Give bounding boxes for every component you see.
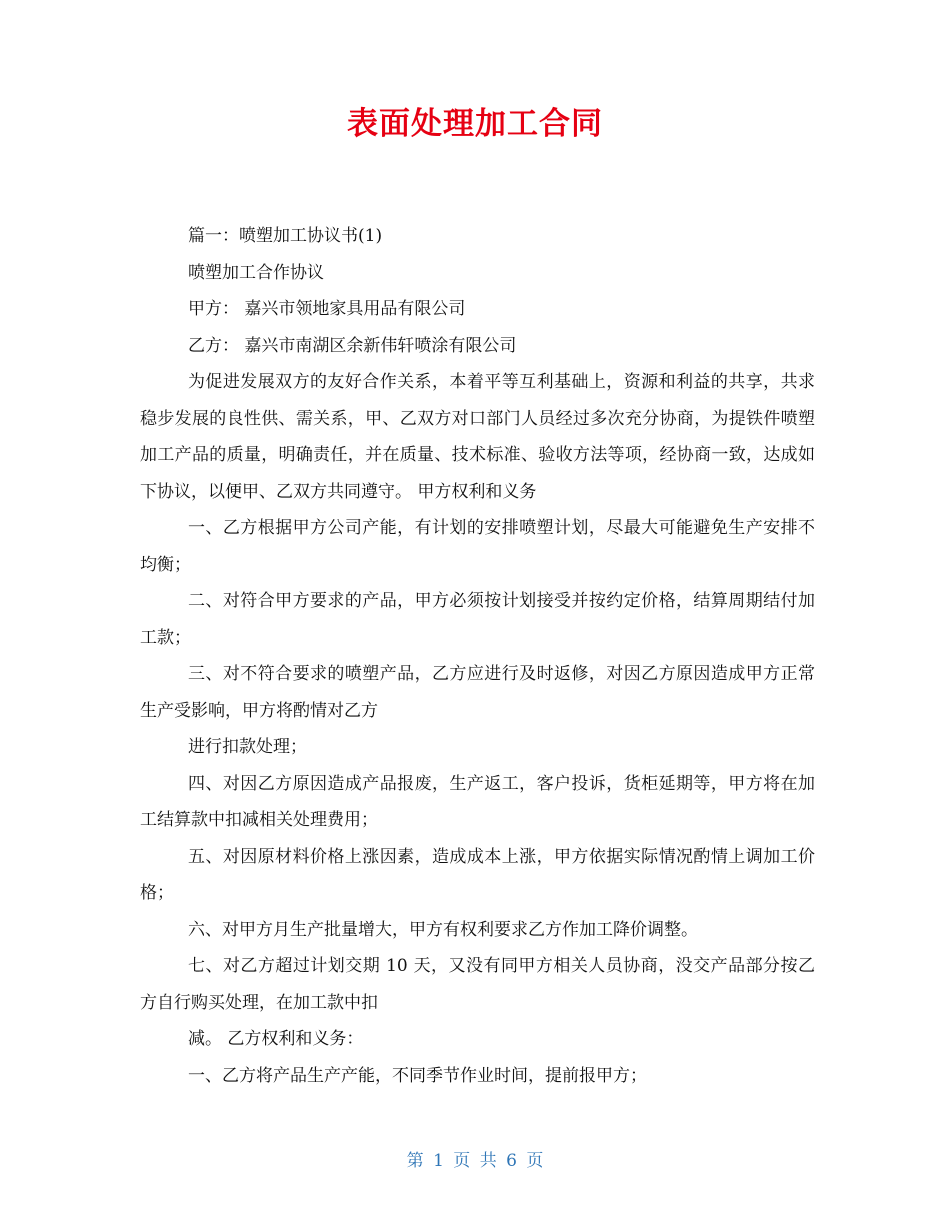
paragraph-party-a-clause-7: 七、对乙方超过计划交期 10 天，又没有同甲方相关人员协商，没交产品部分按乙方自行购买处理，在加工款中扣 xyxy=(140,956,815,1013)
paragraph-party-a: 甲方： 嘉兴市领地家具用品有限公司 xyxy=(188,299,466,319)
paragraph-party-a-clause-7-cont: 减。 乙方权利和义务： xyxy=(188,1029,364,1049)
paragraph-chapter-heading: 篇一：喷塑加工协议书(1) xyxy=(188,226,383,246)
paragraph-party-a-clause-3: 三、对不符合要求的喷塑产品，乙方应进行及时返修，对因乙方原因造成甲方正常生产受影响，甲方将酌情对乙方 xyxy=(140,664,815,721)
paragraph-party-a-clause-6: 六、对甲方月生产批量增大，甲方有权利要求乙方作加工降价调整。 xyxy=(188,919,698,940)
page-number-footer: 第 1 页 共 6 页 xyxy=(406,1151,544,1171)
paragraph-party-a-clause-4: 四、对因乙方原因造成产品报废，生产返工，客户投诉，货柜延期等，甲方将在加工结算款中扣减相关处理费用； xyxy=(140,773,815,830)
paragraph-agreement-name: 喷塑加工合作协议 xyxy=(188,262,324,283)
paragraph-party-a-clause-5: 五、对因原材料价格上涨因素，造成成本上涨，甲方依据实际情况酌情上调加工价格； xyxy=(140,846,815,903)
paragraph-party-b-clause-1: 一、乙方将产品生产产能，不同季节作业时间，提前报甲方； xyxy=(188,1065,647,1086)
paragraph-party-b: 乙方： 嘉兴市南湖区余新伟轩喷涂有限公司 xyxy=(188,335,517,356)
document-title: 表面处理加工合同 xyxy=(347,106,603,142)
paragraph-preamble: 为促进发展双方的友好合作关系，本着平等互利基础上，资源和利益的共享，共求稳步发展的良性供、需关系，甲、乙双方对口部门人员经过多次充分协商，为提铁件喷塑加工产品的质量，明确责任，并在质量、技术标准、验收方法等项，经协商一致，达成如下协议，以便甲、乙双方共同遵守。 甲方权利和义务 xyxy=(140,372,815,502)
paragraph-party-a-clause-1: 一、乙方根据甲方公司产能，有计划的安排喷塑计划，尽最大可能避免生产安排不均衡； xyxy=(140,518,815,575)
document-body xyxy=(140,218,815,1094)
paragraph-party-a-clause-2: 二、对符合甲方要求的产品，甲方必须按计划接受并按约定价格，结算周期结付加工款； xyxy=(140,591,815,648)
paragraph-party-a-clause-3-cont: 进行扣款处理； xyxy=(188,737,307,757)
